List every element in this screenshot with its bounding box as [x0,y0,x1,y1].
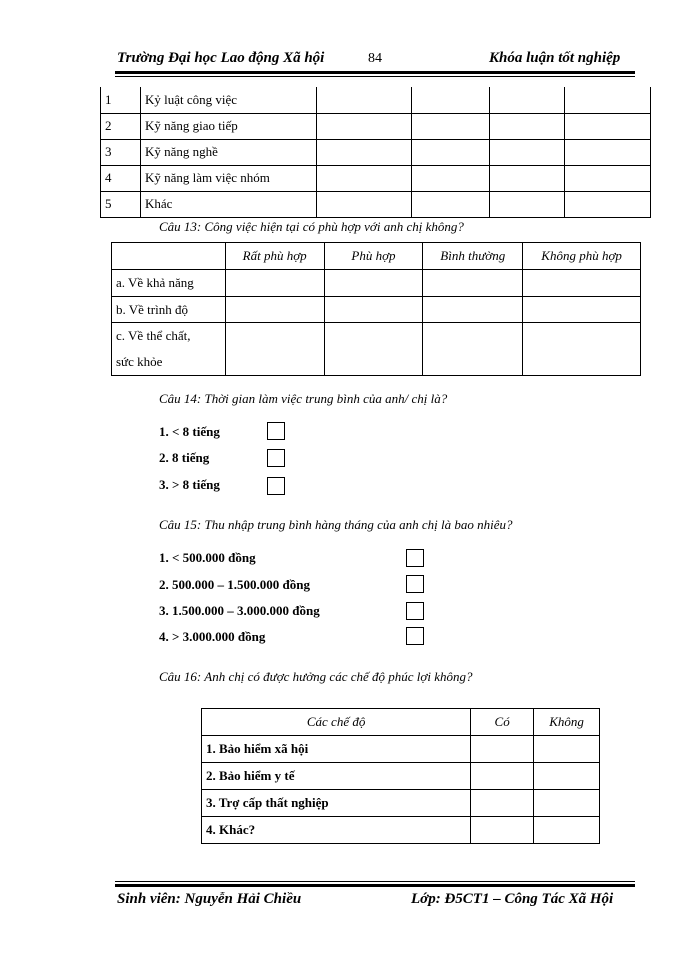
q15-checkbox-4[interactable] [406,627,424,645]
row-label: Kỹ năng giao tiếp [140,113,316,139]
row-label: Khác [140,191,316,217]
q14-checkbox-1[interactable] [267,422,285,440]
q15-question: Câu 15: Thu nhập trung bình hàng tháng của anh chị là bao nhiêu? [159,517,513,532]
row-number: 3 [101,139,141,165]
table-row [202,817,600,844]
q14-option-2: 2. 8 tiếng [159,450,210,465]
table-row [202,763,600,790]
table-row [101,87,651,113]
table-row [101,191,651,217]
row-label: Kỹ năng nghề [140,139,316,165]
table-row [202,790,600,817]
header-rule-thin [115,76,635,77]
table-row [202,736,600,763]
col-header: Phù hợp [324,243,423,270]
header-rule [115,71,635,74]
header-school: Trường Đại học Lao động Xã hội [117,50,325,66]
row-label: 4. Khác? [202,817,471,844]
table-row [112,323,641,376]
q15-option-4: 4. > 3.000.000 đồng [159,629,266,644]
row-number: 4 [101,165,141,191]
row-label: 1. Bảo hiểm xã hội [202,736,471,763]
footer-student: Sinh viên: Nguyễn Hải Chiều [117,891,302,907]
table-header-row [202,709,600,736]
footer-class: Lớp: Đ5CT1 – Công Tác Xã Hội [411,891,614,907]
q16-question: Câu 16: Anh chị có được hưởng các chế độ phúc lợi không? [159,669,473,684]
header-doc-type: Khóa luận tốt nghiệp [489,50,621,66]
row-number: 2 [101,113,141,139]
col-header-yes: Có [471,709,534,736]
row-label: 2. Bảo hiểm y tế [202,763,471,790]
page-number: 84 [368,51,382,66]
col-header: Rất phù hợp [225,243,324,270]
table-row [101,113,651,139]
col-header-no: Không [534,709,600,736]
q13-table [111,242,641,376]
table-row [112,297,641,323]
table-header-row [112,243,641,270]
q15-option-3: 3. 1.500.000 – 3.000.000 đồng [159,603,320,618]
col-header: Bình thường [423,243,523,270]
table-row [101,165,651,191]
q14-checkbox-2[interactable] [267,449,285,467]
q15-option-1: 1. < 500.000 đồng [159,550,256,565]
q13-question: Câu 13: Công việc hiện tại có phù hợp với anh chị không? [159,219,464,234]
footer-rule [115,884,635,887]
skills-table [100,87,651,218]
row-number: 5 [101,191,141,217]
row-label: b. Về trình độ [112,297,226,323]
q15-checkbox-3[interactable] [406,602,424,620]
row-label-line: c. Về thể chất, [116,328,191,343]
row-label: Kỷ luật công việc [140,87,316,113]
table-row [101,139,651,165]
q15-checkbox-2[interactable] [406,575,424,593]
row-label-line: sức khỏe [116,354,163,369]
row-label [112,323,226,376]
q15-option-2: 2. 500.000 – 1.500.000 đồng [159,577,310,592]
q14-option-1: 1. < 8 tiếng [159,424,220,439]
col-header-regime: Các chế độ [202,709,471,736]
row-number: 1 [101,87,141,113]
footer-rule-thin [115,881,635,882]
row-label: Kỹ năng làm việc nhóm [140,165,316,191]
col-header: Không phù hợp [523,243,641,270]
row-label: a. Về khả năng [112,270,226,297]
q14-checkbox-3[interactable] [267,477,285,495]
table-row [112,270,641,297]
q15-checkbox-1[interactable] [406,549,424,567]
row-label: 3. Trợ cấp thất nghiệp [202,790,471,817]
q14-option-3: 3. > 8 tiếng [159,477,220,492]
q16-table [201,708,600,844]
q14-question: Câu 14: Thời gian làm việc trung bình của anh/ chị là? [159,391,448,406]
